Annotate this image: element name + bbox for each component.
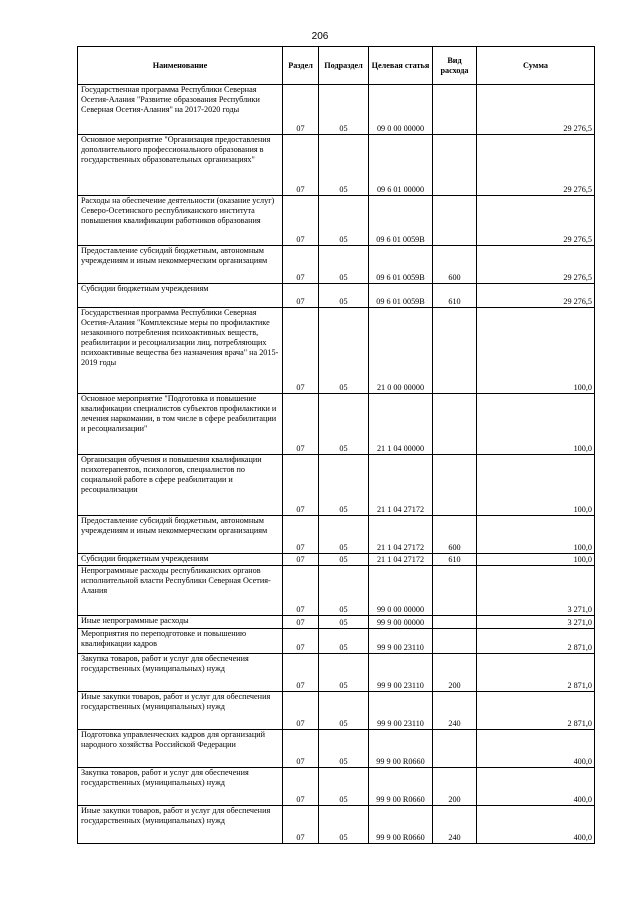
- row-subsection: 05: [319, 768, 369, 806]
- row-kind: [433, 566, 477, 616]
- row-section: 07: [283, 135, 319, 196]
- row-kind: [433, 629, 477, 654]
- table-row: [78, 566, 595, 616]
- row-name-text: Субсидии бюджетным учреждениям: [81, 554, 209, 563]
- budget-table: [77, 46, 595, 844]
- row-subsection: 05: [319, 554, 369, 566]
- row-name: [78, 806, 283, 844]
- row-kind: [433, 730, 477, 768]
- header-kind: Вид расхода: [433, 47, 477, 85]
- table-row: [78, 629, 595, 654]
- table-row: [78, 654, 595, 692]
- row-name: [78, 308, 283, 394]
- row-section: 07: [283, 768, 319, 806]
- row-kind: 200: [433, 768, 477, 806]
- row-subsection: 05: [319, 629, 369, 654]
- row-sum: 29 276,5: [477, 196, 595, 246]
- table-row: [78, 455, 595, 516]
- row-kind: [433, 85, 477, 135]
- table-row: [78, 246, 595, 284]
- row-sum: 400,0: [477, 806, 595, 844]
- row-target: 99 9 00 23110: [369, 629, 433, 654]
- row-kind: [433, 135, 477, 196]
- row-target: 99 9 00 R0660: [369, 806, 433, 844]
- row-subsection: 05: [319, 455, 369, 516]
- row-subsection: 05: [319, 246, 369, 284]
- row-sum: 100,0: [477, 394, 595, 455]
- row-target: 99 0 00 00000: [369, 566, 433, 616]
- row-name-text: Субсидии бюджетным учреждениям: [81, 284, 209, 293]
- row-sum: 29 276,5: [477, 284, 595, 308]
- table-row: [78, 730, 595, 768]
- header-name: Наименование: [78, 47, 283, 85]
- row-name-text: Предоставление субсидий бюджетным, автономным учреждениям и иным некоммерческим организациям: [81, 516, 268, 535]
- row-kind: 610: [433, 284, 477, 308]
- header-subsection: Подраздел: [319, 47, 369, 85]
- row-name: [78, 85, 283, 135]
- row-target: 99 9 00 R0660: [369, 730, 433, 768]
- row-name: [78, 284, 283, 308]
- row-target: 99 9 00 23110: [369, 654, 433, 692]
- row-section: 07: [283, 629, 319, 654]
- table-row: [78, 616, 595, 629]
- row-sum: 100,0: [477, 455, 595, 516]
- row-sum: 2 871,0: [477, 629, 595, 654]
- row-name: [78, 394, 283, 455]
- row-name-text: Основное мероприятие "Подготовка и повышение квалификации специалистов субъектов профилактики и лечения наркомании, в том числе в сфере реабилитации и ресоциализации": [81, 394, 277, 433]
- row-kind: 610: [433, 554, 477, 566]
- row-kind: 240: [433, 806, 477, 844]
- row-subsection: 05: [319, 394, 369, 455]
- row-name: [78, 692, 283, 730]
- row-subsection: 05: [319, 730, 369, 768]
- row-name-text: Государственная программа Республики Северная Осетия-Алания "Развитие образования Республики Северная Осетия-Алания" на 2017-2020 годы: [81, 85, 260, 114]
- row-name-text: Иные закупки товаров, работ и услуг для обеспечения государственных (муниципальных) нужд: [81, 692, 271, 711]
- row-subsection: 05: [319, 566, 369, 616]
- table-row: [78, 308, 595, 394]
- row-kind: [433, 308, 477, 394]
- row-name-text: Мероприятия по переподготовке и повышению квалификации кадров: [81, 629, 247, 648]
- table-row: [78, 516, 595, 554]
- row-kind: 600: [433, 246, 477, 284]
- row-section: 07: [283, 692, 319, 730]
- header-target: Целевая статья: [369, 47, 433, 85]
- row-section: 07: [283, 616, 319, 629]
- row-sum: 400,0: [477, 730, 595, 768]
- row-name: [78, 616, 283, 629]
- table-row: [78, 554, 595, 566]
- row-sum: 2 871,0: [477, 692, 595, 730]
- row-target: 21 1 04 27172: [369, 516, 433, 554]
- row-section: 07: [283, 284, 319, 308]
- row-target: 09 6 01 0059В: [369, 284, 433, 308]
- row-section: 07: [283, 730, 319, 768]
- row-name-text: Непрограммные расходы республиканских органов исполнительной власти Республики Северная Осетия-Алания: [81, 566, 271, 595]
- row-subsection: 05: [319, 516, 369, 554]
- row-section: 07: [283, 394, 319, 455]
- row-subsection: 05: [319, 196, 369, 246]
- row-target: 21 0 00 00000: [369, 308, 433, 394]
- table-row: [78, 768, 595, 806]
- row-subsection: 05: [319, 616, 369, 629]
- row-name: [78, 246, 283, 284]
- row-kind: 200: [433, 654, 477, 692]
- row-section: 07: [283, 554, 319, 566]
- table-row: [78, 806, 595, 844]
- row-target: 09 6 01 00000: [369, 135, 433, 196]
- header-section: Раздел: [283, 47, 319, 85]
- header-sum: Сумма: [477, 47, 595, 85]
- row-target: 09 6 01 0059В: [369, 196, 433, 246]
- row-section: 07: [283, 85, 319, 135]
- row-section: 07: [283, 308, 319, 394]
- table-row: [78, 196, 595, 246]
- row-section: 07: [283, 455, 319, 516]
- row-kind: [433, 196, 477, 246]
- row-name-text: Иные непрограммные расходы: [81, 616, 189, 625]
- row-name: [78, 629, 283, 654]
- row-name: [78, 554, 283, 566]
- row-name-text: Иные закупки товаров, работ и услуг для обеспечения государственных (муниципальных) нужд: [81, 806, 271, 825]
- row-target: 09 0 00 00000: [369, 85, 433, 135]
- row-kind: 600: [433, 516, 477, 554]
- row-name-text: Основное мероприятие "Организация предоставления дополнительного профессионального образования в государственных образовательных организациях": [81, 135, 271, 164]
- row-target: 21 1 04 27172: [369, 554, 433, 566]
- table-row: [78, 135, 595, 196]
- row-target: 09 6 01 0059В: [369, 246, 433, 284]
- row-sum: 29 276,5: [477, 246, 595, 284]
- row-section: 07: [283, 246, 319, 284]
- row-sum: 100,0: [477, 308, 595, 394]
- row-kind: 240: [433, 692, 477, 730]
- row-name: [78, 196, 283, 246]
- row-name: [78, 566, 283, 616]
- row-name: [78, 455, 283, 516]
- row-kind: [433, 616, 477, 629]
- row-section: 07: [283, 806, 319, 844]
- row-sum: 100,0: [477, 554, 595, 566]
- row-name-text: Подготовка управленческих кадров для организаций народного хозяйства Российской Федерации: [81, 730, 265, 749]
- row-subsection: 05: [319, 654, 369, 692]
- row-target: 99 9 00 23110: [369, 692, 433, 730]
- row-section: 07: [283, 516, 319, 554]
- row-kind: [433, 394, 477, 455]
- row-sum: 29 276,5: [477, 135, 595, 196]
- page-number: 206: [311, 31, 329, 42]
- row-name-text: Государственная программа Республики Северная Осетия-Алания "Комплексные меры по профилактике незаконного потребления психоактивных веществ, реабилитации и ресоциализации лиц, потребляющих психоактивные вещества без назначения врача" на 2015-2019 годы: [81, 308, 279, 367]
- row-name-text: Расходы на обеспечение деятельности (оказание услуг) Северо-Осетинского республиканского института повышения квалификации работников образования: [81, 196, 275, 225]
- row-sum: 29 276,5: [477, 85, 595, 135]
- row-sum: 3 271,0: [477, 616, 595, 629]
- row-name: [78, 516, 283, 554]
- row-subsection: 05: [319, 806, 369, 844]
- table-header-row: [78, 47, 595, 85]
- row-sum: 400,0: [477, 768, 595, 806]
- row-sum: 100,0: [477, 516, 595, 554]
- row-name-text: Закупка товаров, работ и услуг для обеспечения государственных (муниципальных) нужд: [81, 768, 249, 787]
- row-subsection: 05: [319, 284, 369, 308]
- row-sum: 3 271,0: [477, 566, 595, 616]
- row-subsection: 05: [319, 85, 369, 135]
- row-name: [78, 654, 283, 692]
- row-target: 21 1 04 00000: [369, 394, 433, 455]
- row-kind: [433, 455, 477, 516]
- row-subsection: 05: [319, 692, 369, 730]
- table-row: [78, 394, 595, 455]
- table-row: [78, 85, 595, 135]
- row-subsection: 05: [319, 135, 369, 196]
- table-row: [78, 284, 595, 308]
- row-target: 99 9 00 R0660: [369, 768, 433, 806]
- row-section: 07: [283, 566, 319, 616]
- row-name: [78, 768, 283, 806]
- row-sum: 2 871,0: [477, 654, 595, 692]
- table-row: [78, 692, 595, 730]
- row-name-text: Закупка товаров, работ и услуг для обеспечения государственных (муниципальных) нужд: [81, 654, 249, 673]
- row-target: 21 1 04 27172: [369, 455, 433, 516]
- row-subsection: 05: [319, 308, 369, 394]
- row-name: [78, 730, 283, 768]
- row-name: [78, 135, 283, 196]
- row-section: 07: [283, 196, 319, 246]
- row-section: 07: [283, 654, 319, 692]
- row-name-text: Предоставление субсидий бюджетным, автономным учреждениям и иным некоммерческим организациям: [81, 246, 268, 265]
- row-name-text: Организация обучения и повышения квалификации психотерапевтов, психологов, специалистов по социальной работе в сфере реабилитации и ресоциализации: [81, 455, 262, 494]
- row-target: 99 9 00 00000: [369, 616, 433, 629]
